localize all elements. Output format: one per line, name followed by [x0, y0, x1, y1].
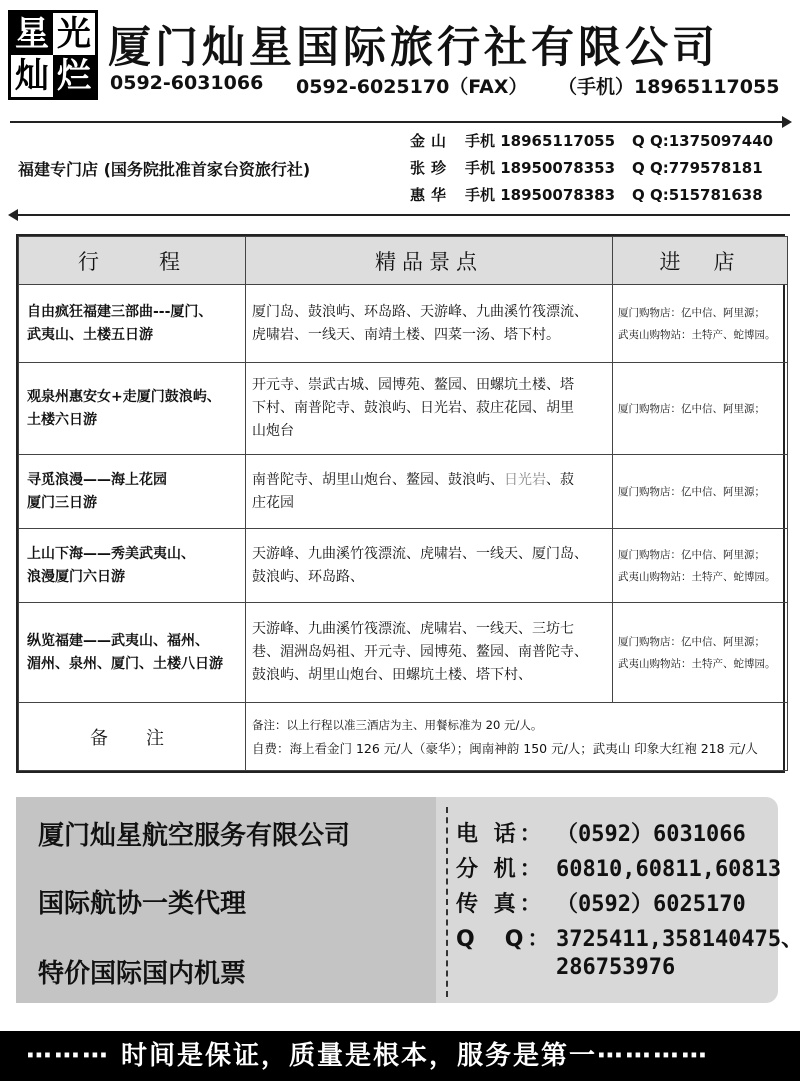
- agency-ext: 分 机： 60810,60811,60813: [456, 857, 782, 882]
- notes-cell: 备注：以上行程以准三酒店为主、用餐标准为 20 元/人。 自费：海上看金门 126 元/人（豪华）；闽南神韵 150 元/人；武夷山 印象大红袍 218 元/人: [246, 703, 788, 771]
- itinerary-table: [16, 234, 785, 773]
- spots-cell: 厦门岛、鼓浪屿、环岛路、天游峰、九曲溪竹筏漂流、 虎啸岩、一线天、南靖土楼、四菜一汤、塔下村。: [246, 285, 613, 363]
- logo: [8, 10, 98, 100]
- spots-cell: 南普陀寺、胡里山炮台、鳌园、鼓浪屿、日光岩、菽 庄花园: [246, 455, 613, 529]
- route-cell: 自由疯狂福建三部曲---厦门、 武夷山、土楼五日游: [19, 285, 246, 363]
- contact-row: [410, 128, 790, 155]
- header: [0, 0, 800, 112]
- contact-qq: Q Q:515781638: [632, 186, 763, 204]
- agency-box: [16, 797, 803, 1003]
- logo-char: 光: [57, 14, 91, 54]
- spots-cell: 天游峰、九曲溪竹筏漂流、虎啸岩、一线天、厦门岛、 鼓浪屿、环岛路、: [246, 529, 613, 603]
- contact-phone: 手机 18950078353: [465, 159, 616, 177]
- contact-phone: 手机 18965117055: [465, 132, 616, 150]
- shops-cell: 厦门购物店：亿中信、阿里源； 武夷山购物站：土特产、蛇博园。: [613, 285, 788, 363]
- store-name: 福建专门店 (国务院批准首家台资旅行社): [18, 160, 311, 179]
- footer-slogan: ⋯⋯⋯ 时间是保证，质量是根本，服务是第一⋯⋯⋯⋯: [0, 1031, 800, 1081]
- logo-char: 星: [11, 13, 53, 55]
- spots-cell: 开元寺、崇武古城、园博苑、鳌园、田螺坑土楼、塔 下村、南普陀寺、鼓浪屿、日光岩、菽庄花园、胡里 山炮台: [246, 363, 613, 455]
- shops-cell: 厦门购物店：亿中信、阿里源；: [613, 455, 788, 529]
- header-spots: 精品景点: [246, 237, 613, 285]
- agency-qq: Q Q： 3725411,358140475、: [456, 927, 803, 952]
- agency-tagline: 特价国际国内机票: [38, 959, 247, 989]
- notes-row: [19, 703, 788, 771]
- route-cell: 寻觅浪漫——海上花园 厦门三日游: [19, 455, 246, 529]
- logo-char: 烂: [53, 55, 95, 97]
- shops-cell: 厦门购物店：亿中信、阿里源；: [613, 363, 788, 455]
- table-row: [19, 285, 788, 363]
- divider-arrow-left: [10, 214, 790, 216]
- route-cell: 观泉州惠安女+走厦门鼓浪屿、 土楼六日游: [19, 363, 246, 455]
- table-row: [19, 529, 788, 603]
- route-cell: 纵览福建——武夷山、福州、 湄州、泉州、厦门、土楼八日游: [19, 603, 246, 703]
- table-row: [19, 603, 788, 703]
- spots-cell: 天游峰、九曲溪竹筏漂流、虎啸岩、一线天、三坊七 巷、湄洲岛妈祖、开元寺、园博苑、鳌园、南普陀寺、 鼓浪屿、胡里山炮台、田螺坑土楼、塔下村、: [246, 603, 613, 703]
- notes-title: 备 注: [19, 703, 246, 771]
- dashed-divider: [446, 807, 448, 997]
- logo-char: 灿: [15, 56, 49, 96]
- contact-phone: 手机 18950078383: [465, 186, 616, 204]
- company-name: 厦门灿星国际旅行社有限公司: [108, 23, 719, 73]
- contact-qq: Q Q:1375097440: [632, 132, 774, 150]
- table-row: [19, 363, 788, 455]
- header-shops: 进 店: [613, 237, 788, 285]
- agency-fax: 传 真： （0592）6025170: [456, 892, 746, 917]
- table-header-row: [19, 237, 788, 285]
- shops-cell: 厦门购物店：亿中信、阿里源； 武夷山购物站：土特产、蛇博园。: [613, 603, 788, 703]
- contact-qq: Q Q:779578181: [632, 159, 763, 177]
- contact-name: 金山: [410, 132, 453, 150]
- divider-arrow-right: [10, 121, 790, 123]
- agency-qq-continued: 286753976: [556, 955, 676, 980]
- shops-cell: 厦门购物店：亿中信、阿里源； 武夷山购物站：土特产、蛇博园。: [613, 529, 788, 603]
- route-cell: 上山下海——秀美武夷山、 浪漫厦门六日游: [19, 529, 246, 603]
- phone-number: 0592-6031066: [110, 72, 264, 94]
- agency-phone: 电 话： （0592）6031066: [456, 822, 746, 847]
- table-row: [19, 455, 788, 529]
- agency-tagline: 国际航协一类代理: [38, 889, 247, 919]
- agency-name: 厦门灿星航空服务有限公司: [38, 821, 351, 851]
- header-route: 行 程: [19, 237, 246, 285]
- fax-number: 0592-6025170（FAX）: [296, 76, 528, 98]
- contact-name: 惠华: [410, 186, 453, 204]
- contact-list: [410, 128, 790, 209]
- contact-row: [410, 155, 790, 182]
- contact-row: [410, 182, 790, 209]
- contact-name: 张珍: [410, 159, 453, 177]
- mobile-number: （手机）18965117055: [558, 76, 780, 98]
